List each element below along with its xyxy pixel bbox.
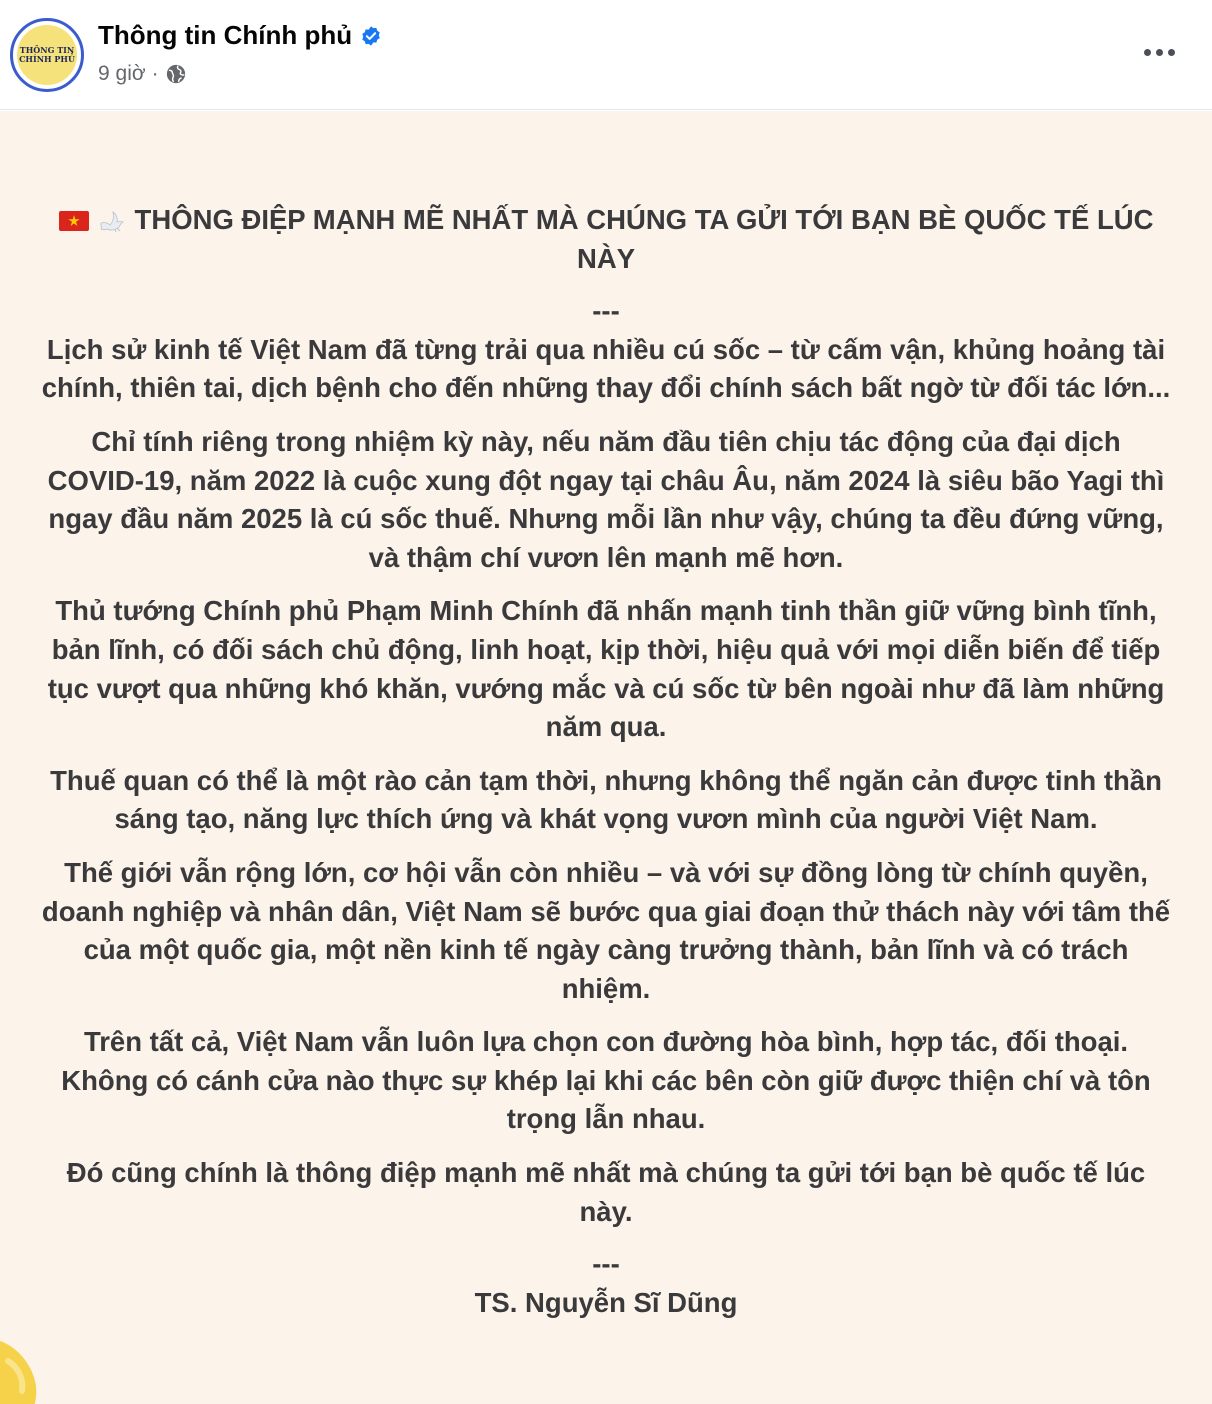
page-avatar-logo xyxy=(17,25,77,85)
paragraph-3: Thủ tướng Chính phủ Phạm Minh Chính đã nhấn mạnh tinh thần giữ vững bình tĩnh, bản lĩnh, có đối sách chủ động, linh hoạt, kịp thời, hiệu quả với mọi diễn biến để tiếp tục vượt qua những khó khăn, vướng mắc và cú sốc từ bên ngoài như đã làm những năm qua. xyxy=(47,595,1165,743)
post-author-signature: TS. Nguyễn Sĩ Dũng xyxy=(474,1286,738,1318)
dove-icon xyxy=(97,207,127,233)
divider-top: --- xyxy=(592,295,620,327)
paragraph-1: Lịch sử kinh tế Việt Nam đã từng trải qua nhiều cú sốc – từ cấm vận, khủng hoảng tài chính, thiên tai, dịch bệnh cho đến những thay đổi chính sách bất ngờ từ đối tác lớn... xyxy=(41,333,1171,404)
post-header xyxy=(0,0,1212,110)
verified-badge-icon xyxy=(360,25,382,47)
more-dot-icon xyxy=(1144,49,1151,56)
avatar-text-line1: THÔNG TIN xyxy=(19,45,75,55)
decorative-splash-icon xyxy=(0,1321,60,1404)
more-options-button[interactable] xyxy=(1136,32,1182,72)
page-name: Thông tin Chính phủ xyxy=(98,20,353,50)
vietnam-flag-icon xyxy=(59,211,89,231)
paragraph-6: Trên tất cả, Việt Nam vẫn luôn lựa chọn con đường hòa bình, hợp tác, đối thoại. Không có cánh cửa nào thực sự khép lại khi các bên còn giữ được thiện chí và tôn trọng lẫn nhau. xyxy=(61,1026,1151,1135)
more-dot-icon xyxy=(1156,49,1163,56)
paragraph-5: Thế giới vẫn rộng lớn, cơ hội vẫn còn nhiều – và với sự đồng lòng từ chính quyền, doanh nghiệp và nhân dân, Việt Nam sẽ bước qua giai đoạn thử thách này với tâm thế của một quốc gia, một nền kinh tế ngày càng trưởng thành, bản lĩnh và có trách nhiệm. xyxy=(41,856,1171,1004)
paragraph-7: Đó cũng chính là thông điệp mạnh mẽ nhất mà chúng ta gửi tới bạn bè quốc tế lúc này. xyxy=(66,1157,1146,1227)
post-headline xyxy=(40,201,1172,278)
avatar-text-line2: CHÍNH PHỦ xyxy=(19,54,75,64)
post-text-card xyxy=(0,111,1212,1404)
post-text-body xyxy=(40,201,1172,1322)
headline-text: THÔNG ĐIỆP MẠNH MẼ NHẤT MÀ CHÚNG TA GỬI TỚI BẠN BÈ QUỐC TẾ LÚC NÀY xyxy=(134,204,1154,274)
post-meta xyxy=(98,62,187,86)
divider-bottom: --- xyxy=(592,1248,620,1280)
paragraph-4: Thuế quan có thể là một rào cản tạm thời, nhưng không thể ngăn cản được tinh thần sáng tạo, năng lực thích ứng và khát vọng vươn mình của người Việt Nam. xyxy=(50,764,1162,835)
page-name-link[interactable] xyxy=(98,20,382,51)
meta-separator: · xyxy=(151,62,159,85)
post-time[interactable]: 9 giờ xyxy=(98,62,146,85)
more-dot-icon xyxy=(1168,49,1175,56)
paragraph-2: Chỉ tính riêng trong nhiệm kỳ này, nếu năm đầu tiên chịu tác động của đại dịch COVID-19, năm 2022 là cuộc xung đột ngay tại châu Âu, năm 2024 là siêu bão Yagi thì ngay đầu năm 2025 là cú sốc thuế. Nhưng mỗi lần như vậy, chúng ta đều đứng vững, và thậm chí vươn lên mạnh mẽ hơn. xyxy=(47,425,1165,573)
page-avatar[interactable] xyxy=(10,18,84,92)
globe-icon[interactable] xyxy=(165,63,187,85)
